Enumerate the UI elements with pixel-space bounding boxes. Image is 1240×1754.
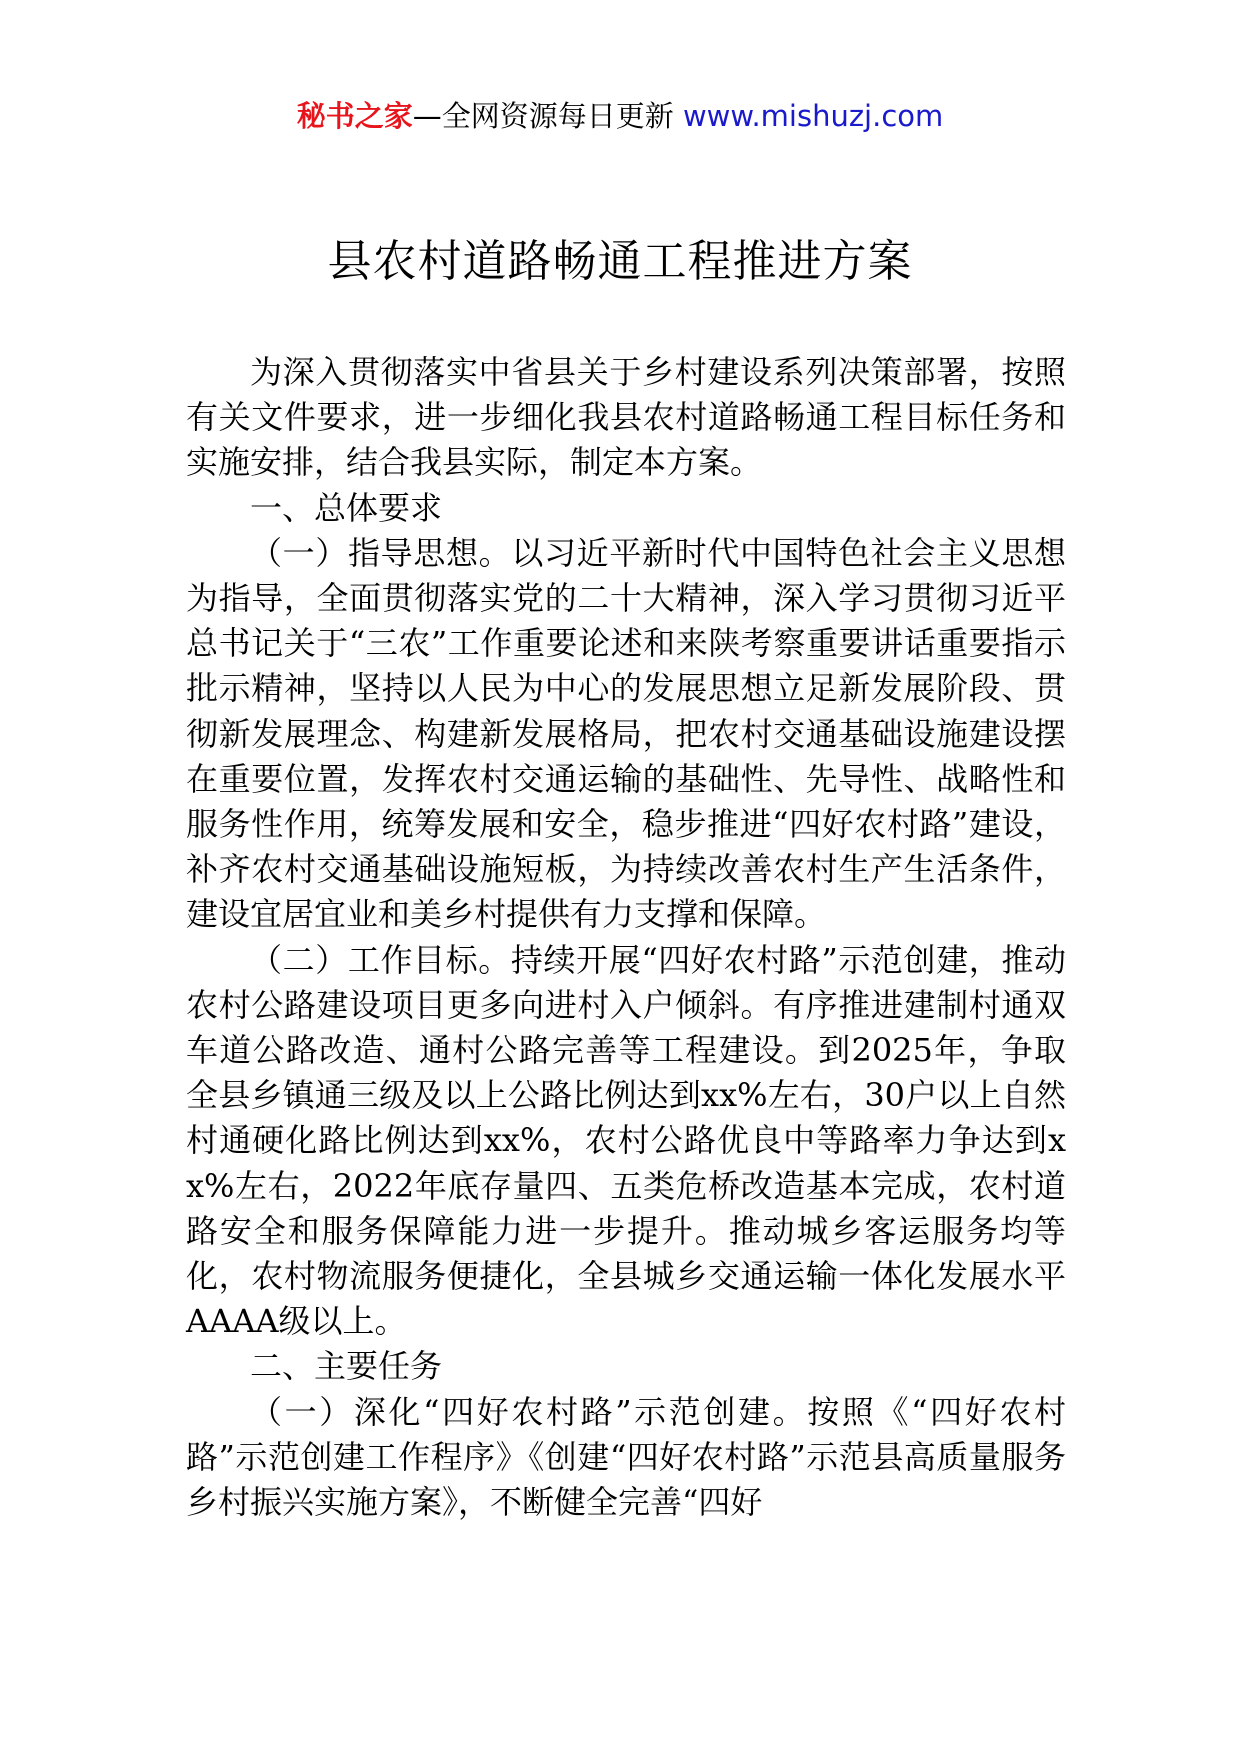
section-heading-overall-requirements: 一、总体要求 (250, 488, 443, 527)
guiding-ideology-paragraph: （一）指导思想。以习近平新时代中国特色社会主义思想为指导，全面贯彻落实党的二十大精神，深入学习贯彻习近平总书记关于“三农”工作重要论述和来陕考察重要讲话重要指示批示精神，坚持以人民为中心的发展思想立足新发展阶段、贯彻新发展理念、构建新发展格局，把农村交通基础设施建设摆在重要位置，发挥农村交通运输的基础性、先导性、战略性和服务性作用，统筹发展和安全，稳步推进“四好农村路”建设，补齐农村交通基础设施短板，为持续改善农村生产生活条件，建设宜居宜业和美乡村提供有力支撑和保障。 (186, 533, 1066, 934)
document-body (186, 350, 1066, 1525)
intro-paragraph: 为深入贯彻落实中省县关于乡村建设系列决策部署，按照有关文件要求，进一步细化我县农村道路畅通工程目标任务和实施安排，结合我县实际，制定本方案。 (186, 353, 1066, 482)
demonstration-creation-paragraph: （一）深化“四好农村路”示范创建。按照《“四好农村路”示范创建工作程序》《创建“四好农村路”示范县高质量服务乡村振兴实施方案》，不断健全完善“四好 (186, 1392, 1066, 1522)
site-header (0, 96, 1240, 136)
section-heading-main-tasks: 二、主要任务 (250, 1347, 443, 1386)
work-objectives-paragraph: （二）工作目标。持续开展“四好农村路”示范创建，推动农村公路建设项目更多向进村入户倾斜。有序推进建制村通双车道公路改造、通村公路完善等工程建设。到2025年，争取全县乡镇通三级及以上公路比例达到xx%左右，30户以上自然村通硬化路比例达到xx%，农村公路优良中等路率力争达到xx%左右，2022年底存量四、五类危桥改造基本完成，农村道路安全和服务保障能力进一步提升。推动城乡客运服务均等化，农村物流服务便捷化，全县城乡交通运输一体化发展水平AAAA级以上。 (186, 940, 1066, 1341)
site-brand: 秘书之家 (296, 99, 413, 133)
site-url-link[interactable]: www.mishuzj.com (682, 99, 944, 133)
site-slogan: —全网资源每日更新 (412, 99, 683, 133)
document-title: 县农村道路畅通工程推进方案 (327, 236, 913, 287)
